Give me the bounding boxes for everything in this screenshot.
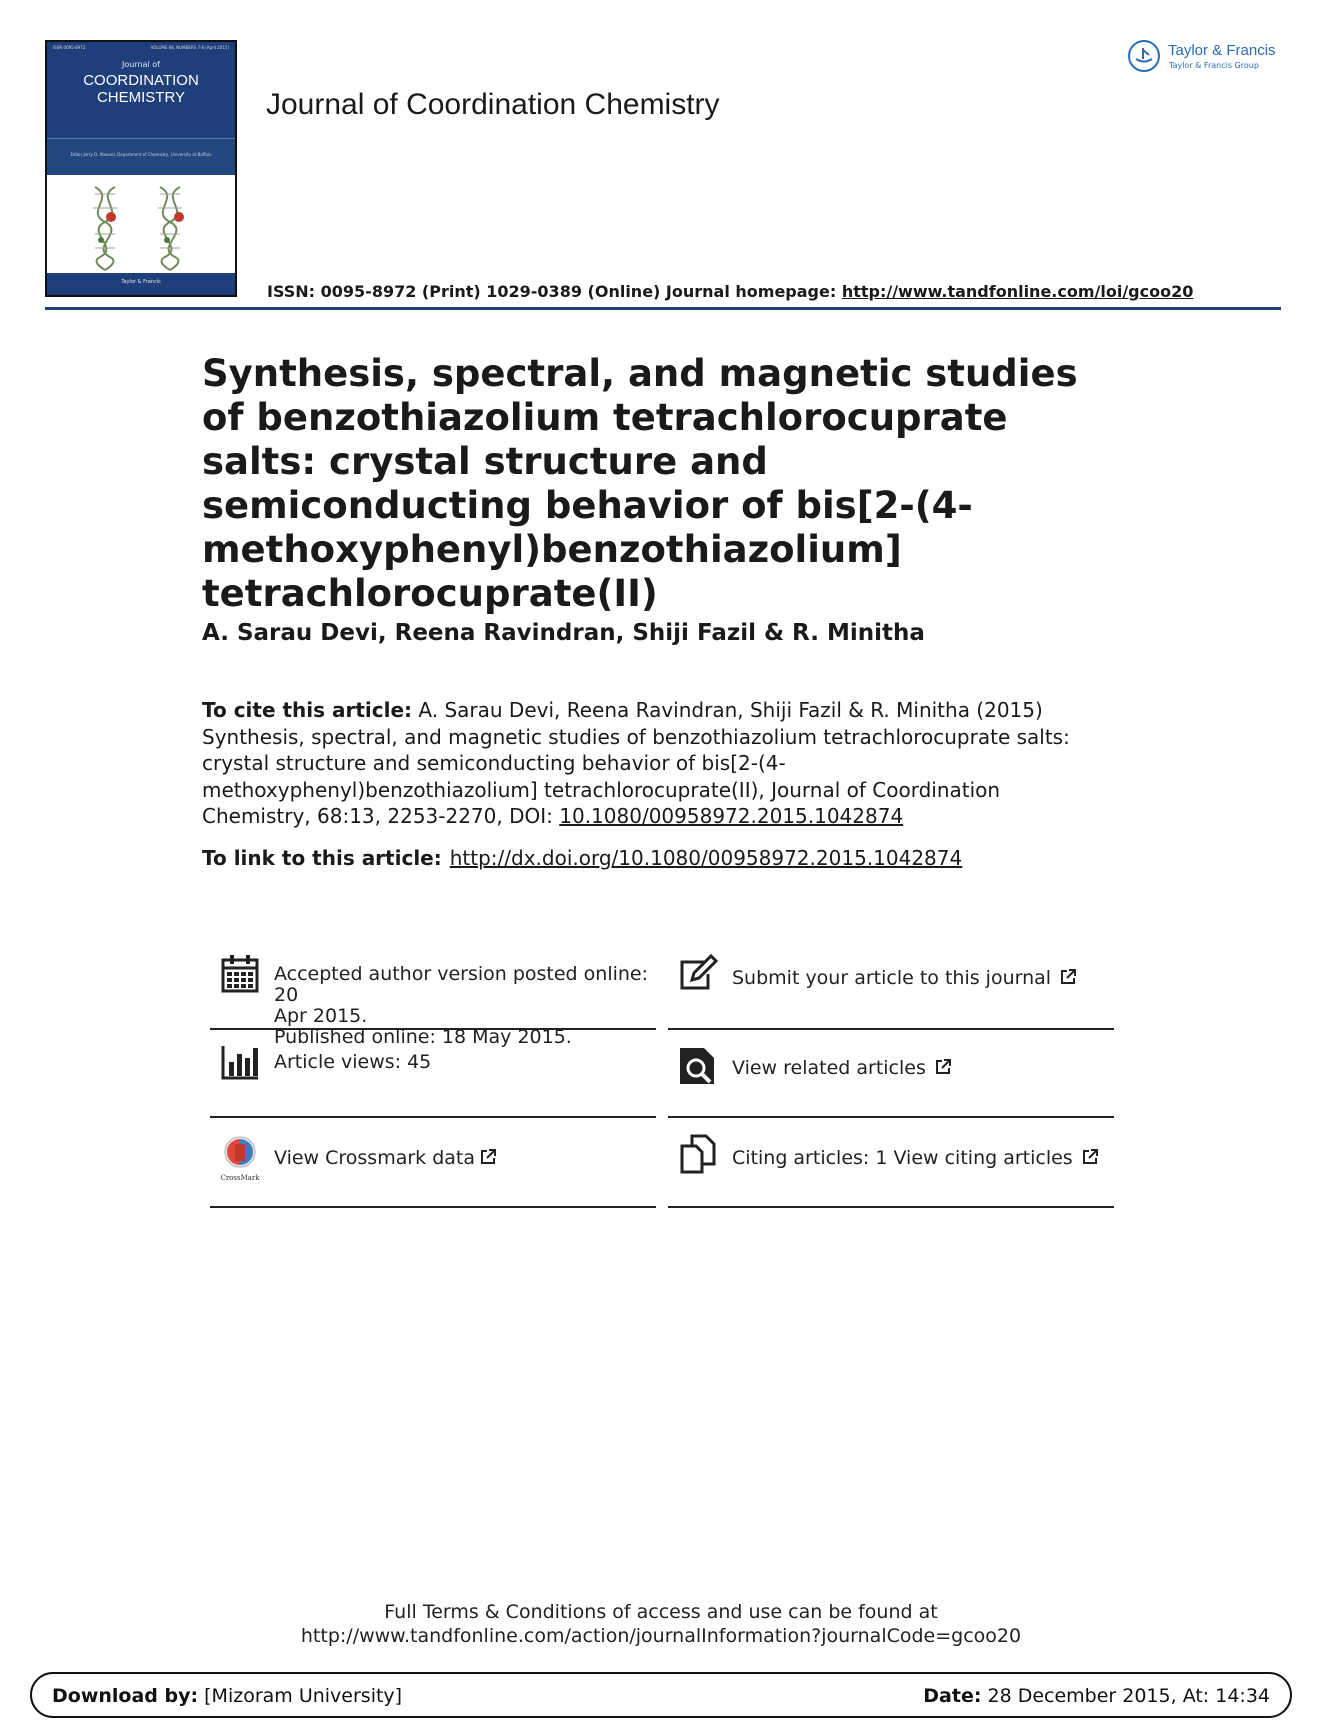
- cover-issn: ISSN 0095-8972: [53, 45, 86, 50]
- accepted-line1: Accepted author version posted online: 20: [274, 963, 649, 1006]
- edit-icon: [678, 954, 718, 994]
- citing-articles-label: Citing articles: 1 View citing articles: [732, 1147, 1073, 1169]
- date-value: 28 December 2015, At: 14:34: [981, 1685, 1270, 1707]
- accepted-line2: Apr 2015.: [274, 1005, 368, 1027]
- cover-title: [47, 72, 235, 106]
- download-footer: [30, 1672, 1292, 1718]
- submit-article-label: Submit your article to this journal: [732, 967, 1052, 989]
- publication-dates-cell: [210, 942, 656, 1048]
- cover-meta: [53, 45, 229, 50]
- submit-article-link[interactable]: [732, 968, 1077, 989]
- related-articles-label: View related articles: [732, 1057, 926, 1079]
- cover-title-line1: COORDINATION: [83, 72, 199, 89]
- date-label: Date:: [923, 1685, 982, 1707]
- search-document-icon: [678, 1046, 718, 1086]
- citing-articles-link[interactable]: [732, 1148, 1099, 1169]
- copy-documents-icon: [678, 1134, 718, 1174]
- download-label: Download by:: [52, 1685, 199, 1707]
- article-authors: A. Sarau Devi, Reena Ravindran, Shiji Fazil & R. Minitha: [202, 620, 925, 646]
- crossmark-cell[interactable]: [210, 1118, 656, 1208]
- calendar-icon: [220, 954, 260, 994]
- external-link-icon: [1081, 1148, 1099, 1166]
- cover-journal-of: Journal of: [122, 60, 160, 69]
- journal-name: Journal of Coordination Chemistry: [266, 88, 720, 121]
- article-doi-link[interactable]: http://dx.doi.org/10.1080/00958972.2015.1042874: [449, 846, 963, 870]
- related-articles-cell[interactable]: [668, 1030, 1114, 1118]
- cover-title-line2: CHEMISTRY: [96, 89, 186, 106]
- journal-homepage-link[interactable]: http://www.tandfonline.com/loi/gcoo20: [841, 282, 1194, 301]
- header-divider: [45, 307, 1281, 310]
- issn-text: ISSN: 0095-8972 (Print) 1029-0389 (Online) Journal homepage:: [267, 282, 842, 301]
- terms-url[interactable]: http://www.tandfonline.com/action/journalInformation?journalCode=gcoo20: [300, 1625, 1022, 1647]
- publisher-group: Taylor & Francis Group: [1169, 61, 1259, 70]
- download-by: [52, 1685, 402, 1707]
- cover-top-band: [47, 42, 235, 138]
- cover-editor-text: Editor Jerry D. Atwood, Department of Chemistry, University at Buffalo: [70, 152, 212, 157]
- bar-chart-icon: [220, 1042, 260, 1082]
- related-articles-link[interactable]: [732, 1058, 952, 1079]
- cite-label: To cite this article:: [202, 698, 413, 722]
- crossmark-logo: [220, 1136, 260, 1180]
- article-views: Article views: 45: [274, 1051, 432, 1073]
- article-title: Synthesis, spectral, and magnetic studies of benzothiazolium tetrachlorocuprate salts: crystal structure and semiconducting behavior of bis[2-(4-methoxyphenyl)benzothiazolium] tetrachlorocuprate(II): [202, 352, 1078, 615]
- link-label: To link to this article:: [202, 846, 442, 870]
- article-link-row: [202, 846, 962, 870]
- download-value: [Mizoram University]: [198, 1685, 403, 1707]
- submit-article-cell[interactable]: [668, 942, 1114, 1030]
- external-link-icon: [934, 1058, 952, 1076]
- cover-publisher: Taylor & Francis: [121, 279, 161, 285]
- cite-text: A. Sarau Devi, Reena Ravindran, Shiji Fazil & R. Minitha (2015) Synthesis, spectral, and magnetic studies of benzothiazolium tetrachlorocuprate salts: crystal structure and semiconducting behavior of bis[2-(4-methoxyphenyl)benzothiazolium] tetrachlorocuprate(II), Journal of Coordination Chemistry, 68:13, 2253-2270, DOI:: [202, 698, 1070, 828]
- crossmark-label: View Crossmark data: [274, 1147, 476, 1169]
- article-views-cell: [210, 1030, 656, 1118]
- citing-articles-cell[interactable]: [668, 1118, 1114, 1208]
- publisher-name: Taylor & Francis: [1168, 42, 1276, 59]
- crossmark-logo-text: CrossMark: [220, 1174, 260, 1182]
- journal-cover: [45, 40, 237, 297]
- terms-line1: Full Terms & Conditions of access and use can be found at: [384, 1601, 938, 1623]
- issn-line: [267, 282, 1193, 301]
- crossmark-icon: [220, 1136, 260, 1170]
- cover-footer-band: [47, 273, 235, 295]
- terms-notice: [0, 1600, 1322, 1648]
- publisher-logo-icon: [1128, 40, 1160, 72]
- cover-editor-band: [47, 138, 235, 175]
- cover-volume: VOLUME 68, NUMBERS 7-8 (April 2015): [150, 45, 229, 50]
- published-date: Published online: 18 May 2015.: [274, 1026, 572, 1048]
- citation-block: [202, 697, 1102, 830]
- external-link-icon: [1059, 968, 1077, 986]
- publisher-logo: [1128, 38, 1288, 78]
- cite-doi-link[interactable]: 10.1080/00958972.2015.1042874: [559, 804, 904, 828]
- external-link-icon: [479, 1148, 497, 1166]
- cover-molecule-image: [75, 182, 215, 272]
- download-date: [923, 1685, 1270, 1707]
- crossmark-link[interactable]: [274, 1148, 497, 1169]
